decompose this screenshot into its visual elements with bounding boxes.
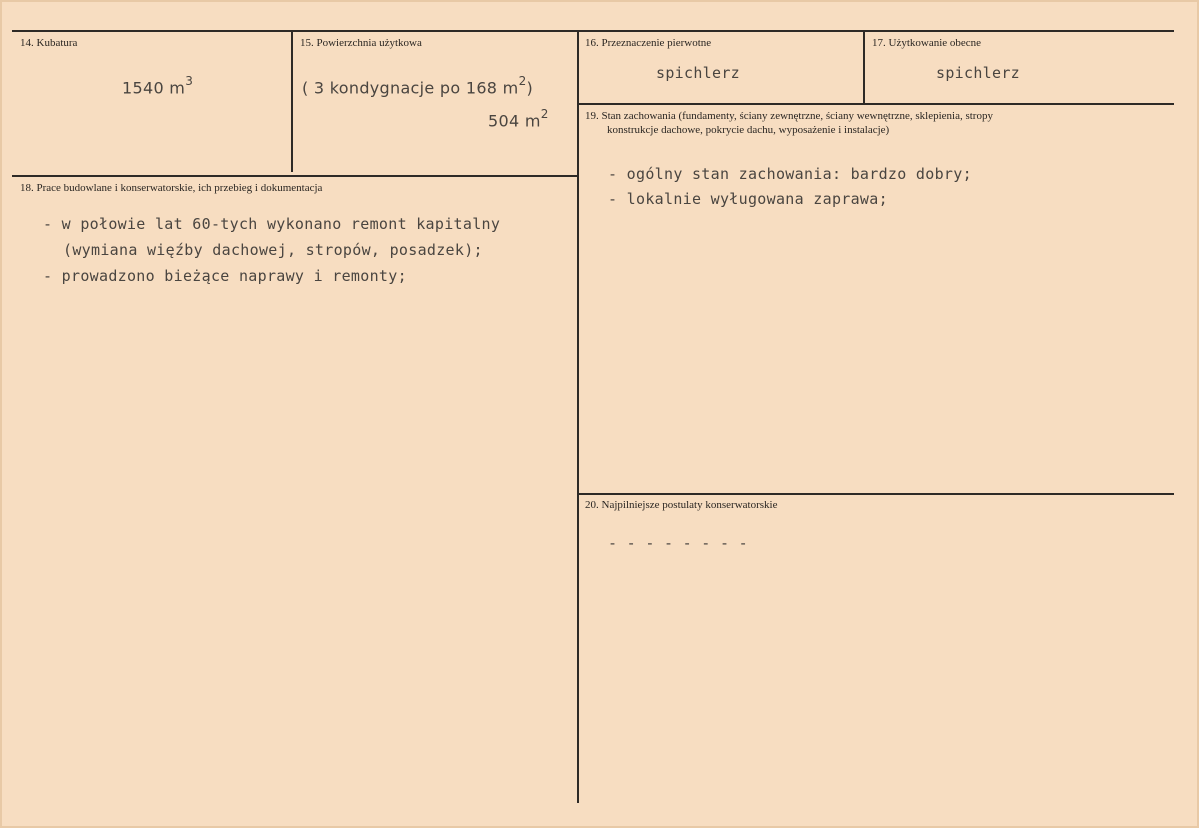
field-16-label: 16. Przeznaczenie pierwotne [585,37,712,49]
field-18-line-2: (wymiana więźby dachowej, stropów, posadzek); [63,241,483,259]
field-18-line-1: - w połowie lat 60-tych wykonano remont kapitalny [43,215,501,233]
field-19-line-2: - lokalnie wyługowana zaprawa; [608,190,888,208]
field-19-label-line-2: konstrukcje dachowe, pokrycie dachu, wyposażenie i instalacje) [607,124,890,136]
field-16-value: spichlerz [656,64,740,82]
field-19-label-line-1: 19. Stan zachowania (fundamenty, ściany zewnętrzne, ściany wewnętrzne, sklepienia, stropy [585,110,993,122]
field-17-value: spichlerz [936,64,1020,82]
top-rule [12,30,1174,32]
floor-area-breakdown: ( 3 kondygnacje po 168 m [302,78,519,98]
field-20-label: 20. Najpilniejsze postulaty konserwatorskie [585,499,778,511]
floor-area-total: 504 m [488,111,541,131]
divider-16-17 [863,31,865,103]
main-vertical-rule [577,31,579,803]
field-15-line-2 [488,109,549,130]
kubatura-value: 1540 m [122,78,186,98]
floor-area-close-paren: ) [526,78,534,98]
kubatura-unit-exponent: 3 [185,74,194,88]
field-15-line-1 [302,76,533,97]
field-19-line-1: - ogólny stan zachowania: bardzo dobry; [608,165,972,183]
floor-area-exponent: 2 [518,74,527,88]
field-18-label: 18. Prace budowlane i konserwatorskie, ich przebieg i dokumentacja [20,182,323,194]
rule-above-20 [577,493,1174,495]
field-15-label: 15. Powierzchnia użytkowa [300,37,422,49]
field-14-label: 14. Kubatura [20,37,78,49]
divider-14-15 [291,31,293,172]
floor-area-total-exponent: 2 [540,107,549,121]
field-14-value [122,76,193,97]
rule-under-16-17 [577,103,1174,105]
field-18-line-3: - prowadzono bieżące naprawy i remonty; [43,267,407,285]
rule-under-14-15 [12,175,577,177]
field-20-value: - - - - - - - - [608,534,748,552]
field-17-label: 17. Użytkowanie obecne [872,37,982,49]
